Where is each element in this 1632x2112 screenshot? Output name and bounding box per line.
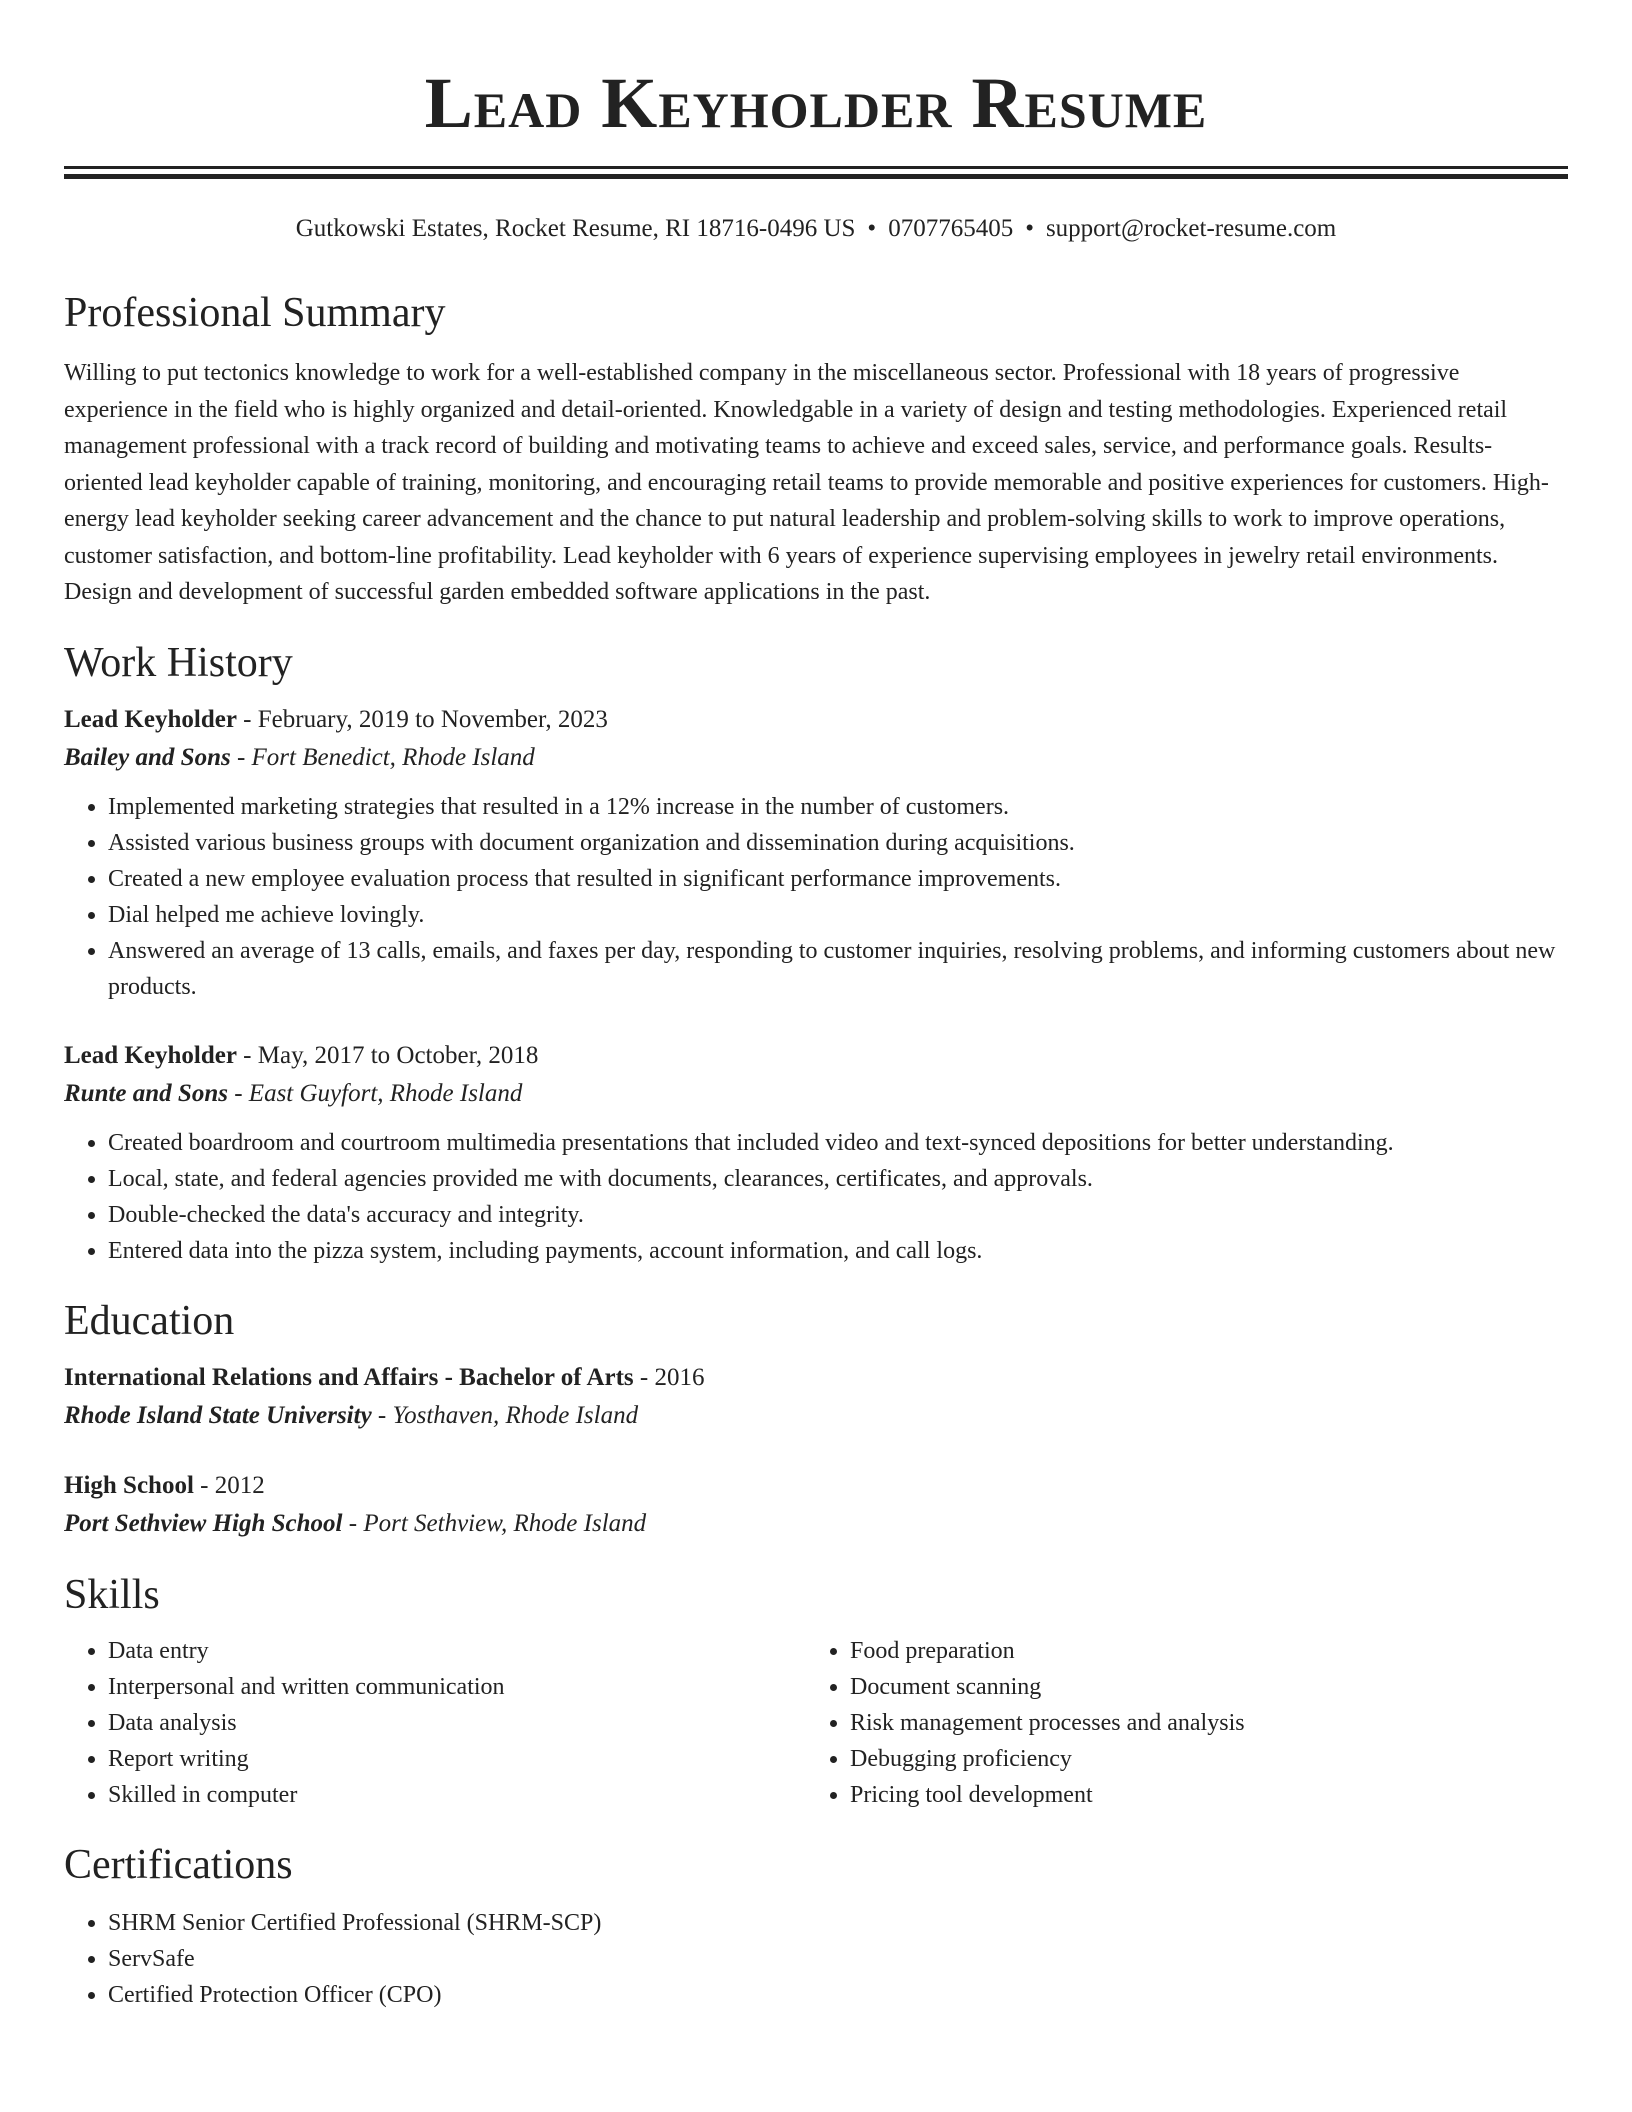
list-item: • Dial helped me achieve lovingly. (108, 897, 1568, 933)
contact-phone: 0707765405 (888, 215, 1014, 242)
professional-summary-section (64, 287, 1568, 611)
education-entry (64, 1359, 1568, 1435)
section-heading: Education (64, 1297, 235, 1344)
degree-year: - 2016 (633, 1363, 705, 1391)
job-entry (64, 701, 1568, 1005)
school-name: Rhode Island State University (64, 1401, 372, 1429)
section-heading: Skills (64, 1571, 160, 1618)
company-name: Bailey and Sons (64, 743, 231, 771)
school-location: - Port Sethview, Rhode Island (342, 1509, 647, 1537)
job-title-line (64, 1037, 1568, 1075)
degree-line (64, 1467, 1568, 1505)
list-item: • Debugging proficiency (850, 1741, 1566, 1777)
skills-section (64, 1569, 1568, 1813)
list-item: • Skilled in computer (108, 1777, 806, 1813)
job-title-line (64, 701, 1568, 739)
list-item: • Data entry (108, 1633, 806, 1669)
list-item: • Interpersonal and written communication (108, 1669, 806, 1705)
company-line (64, 739, 1568, 777)
degree-name: International Relations and Affairs - Bachelor of Arts (64, 1363, 634, 1391)
company-location: - Fort Benedict, Rhode Island (230, 743, 535, 771)
list-item: • Certified Protection Officer (CPO) (108, 1977, 1568, 2013)
list-item: • Risk management processes and analysis (850, 1705, 1566, 1741)
list-item: • Document scanning (850, 1669, 1566, 1705)
list-item: • Created boardroom and courtroom multimedia presentations that included video and text-synced depositions for better understanding. (108, 1125, 1568, 1161)
list-item: • SHRM Senior Certified Professional (SHRM-SCP) (108, 1905, 1568, 1941)
job-dates: - February, 2019 to November, 2023 (236, 705, 608, 733)
company-location: - East Guyfort, Rhode Island (227, 1079, 523, 1107)
section-heading: Professional Summary (64, 290, 446, 336)
list-item: • Entered data into the pizza system, including payments, account information, and call logs. (108, 1233, 1568, 1269)
summary-text: Willing to put tectonics knowledge to work for a well-established company in the miscellaneous sector. Professional with 18 years of progressive experience in the field who is highly organized and detail-oriented. Knowledgable in a variety of design and testing methodologies. Experienced retail management professional with a track record of building and motivating teams to achieve and exceed sales, service, and performance goals. Results-oriented lead keyholder capable of training, monitoring, and encouraging retail teams to provide memorable and positive experiences for customers. High-energy lead keyholder seeking career advancement and the chance to put natural leadership and problem-solving skills to work to improve operations, customer satisfaction, and bottom-line profitability. Lead keyholder with 6 years of experience supervising employees in jewelry retail environments. Design and development of successful garden embedded software applications in the past. (64, 360, 1549, 605)
contact-separator: • (867, 215, 877, 242)
work-history-section (64, 637, 1568, 1269)
degree-name: High School (64, 1471, 194, 1499)
title-divider (64, 166, 1568, 179)
skills-list-left (64, 1633, 806, 1813)
degree-line (64, 1359, 1568, 1397)
company-line (64, 1075, 1568, 1113)
education-entry (64, 1467, 1568, 1543)
list-item: • Data analysis (108, 1705, 806, 1741)
list-item: • Local, state, and federal agencies provided me with documents, clearances, certificates, and approvals. (108, 1161, 1568, 1197)
job-title: Lead Keyholder (64, 705, 237, 733)
list-item: • Answered an average of 13 calls, emails, and faxes per day, responding to customer inquiries, resolving problems, and informing customers about new products. (108, 933, 1568, 1005)
skills-columns (64, 1633, 1568, 1813)
school-location: - Yosthaven, Rhode Island (371, 1401, 639, 1429)
school-name: Port Sethview High School (64, 1509, 343, 1537)
job-title: Lead Keyholder (64, 1041, 237, 1069)
job-bullets (64, 789, 1568, 1005)
list-item: • Implemented marketing strategies that resulted in a 12% increase in the number of customers. (108, 789, 1568, 825)
contact-separator: • (1025, 215, 1034, 242)
education-section (64, 1295, 1568, 1543)
company-name: Runte and Sons (64, 1079, 228, 1107)
list-item: • Assisted various business groups with document organization and dissemination during acquisitions. (108, 825, 1568, 861)
skills-list-right (806, 1633, 1566, 1813)
job-entry (64, 1037, 1568, 1269)
list-item: • Double-checked the data's accuracy and integrity. (108, 1197, 1568, 1233)
contact-line (64, 213, 1568, 245)
school-line (64, 1505, 1568, 1543)
job-dates: - May, 2017 to October, 2018 (236, 1041, 539, 1069)
job-bullets (64, 1125, 1568, 1269)
section-heading: Certifications (64, 1841, 293, 1888)
section-heading: Work History (64, 639, 293, 686)
list-item: • Created a new employee evaluation process that resulted in significant performance improvements. (108, 861, 1568, 897)
school-line (64, 1397, 1568, 1435)
certifications-section (64, 1839, 1568, 2013)
list-item: • Report writing (108, 1741, 806, 1777)
list-item: • Food preparation (850, 1633, 1566, 1669)
contact-email: support@rocket-resume.com (1045, 215, 1337, 242)
list-item: • ServSafe (108, 1941, 1568, 1977)
resume-title: Lead Keyholder Resume (424, 63, 1208, 143)
list-item: • Pricing tool development (850, 1777, 1566, 1813)
contact-address: Gutkowski Estates, Rocket Resume, RI 18716-0496 US (295, 215, 856, 242)
certifications-list (64, 1905, 1568, 2013)
degree-year: - 2012 (193, 1471, 265, 1499)
